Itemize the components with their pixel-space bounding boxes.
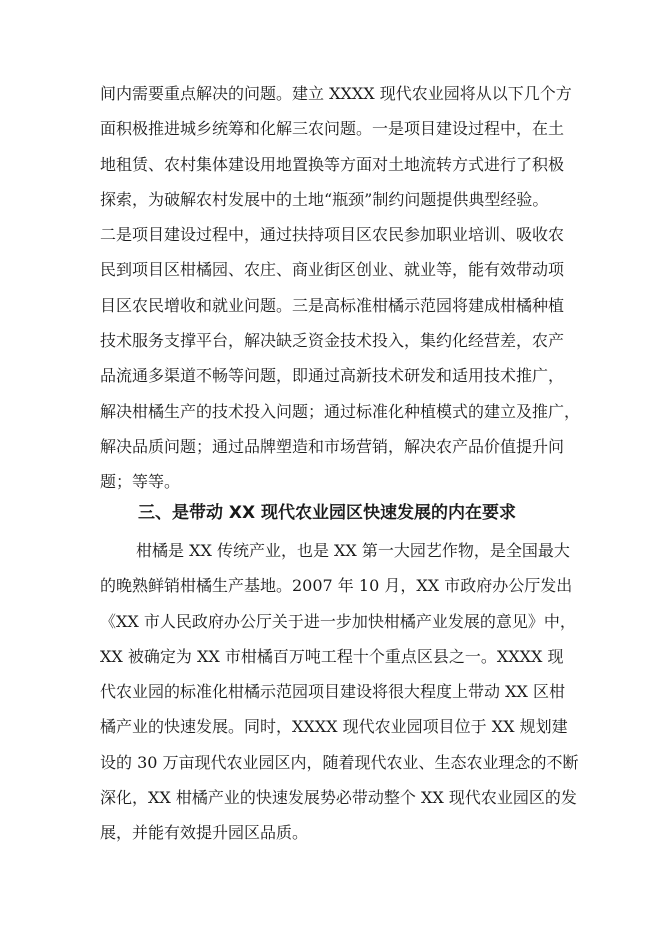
section-heading: 三、是带动 XX 现代农业园区快速发展的内在要求 [138,503,517,523]
text-line: 题；等等。 [100,472,181,492]
text-line: 的晚熟鲜销柑橘生产基地。2007 年 10 月，XX 市政府办公厅发出 [100,576,573,596]
text-line: 《XX 市人民政府办公厅关于进一步加快柑橘产业发展的意见》中， [100,611,576,631]
text-line: 面积极推进城乡统筹和化解三农问题。一是项目建设过程中，在土 [100,119,565,139]
text-line: 展，并能有效提升园区品质。 [100,823,309,843]
text-line: 柑橘是 XX 传统产业，也是 XX 第一大园艺作物，是全国最大 [136,541,570,560]
text-line: 目区农民增收和就业问题。三是高标准柑橘示范园将建成柑橘种植 [100,295,565,315]
text-line: 间内需要重点解决的问题。建立 XXXX 现代农业园将从以下几个方 [100,84,572,103]
text-line: 深化，XX 柑橘产业的快速发展势必带动整个 XX 现代农业园区的发 [100,788,577,808]
text-line: XX 被确定为 XX 市柑橘百万吨工程十个重点区县之一。XXXX 现 [100,646,564,666]
text-line: 设的 30 万亩现代农业园区内，随着现代农业、生态农业理念的不断 [100,752,579,772]
paragraph-citrus-industry [100,533,579,851]
text-line: 解决柑橘生产的技术投入问题；通过标准化种植模式的建立及推广， [100,401,581,421]
text-line: 解决品质问题；通过品牌塑造和市场营销，解决农产品价值提升问 [100,436,565,456]
text-line: 探索，为破解农村发展中的土地“瓶颈”制约问题提供典型经验。 [100,189,549,209]
text-line: 橘产业的快速发展。同时，XXXX 现代农业园项目位于 XX 规划建 [100,717,568,737]
text-line: 地租赁、农村集体建设用地置换等方面对土地流转方式进行了积极 [100,154,565,174]
text-line: 二是项目建设过程中，通过扶持项目区农民参加职业培训、吸收农 [100,225,565,245]
text-line: 代农业园的标准化柑橘示范园项目建设将很大程度上带动 XX 区柑 [100,682,565,702]
text-line: 技术服务支撑平台，解决缺乏资金技术投入，集约化经营差，农产 [100,331,565,351]
text-line: 民到项目区柑橘园、农庄、商业街区创业、就业等，能有效带动项 [100,260,565,280]
paragraph-land-reform [100,76,581,500]
text-line: 品流通多渠道不畅等问题，即通过高新技术研发和适用技术推广， [100,366,565,386]
